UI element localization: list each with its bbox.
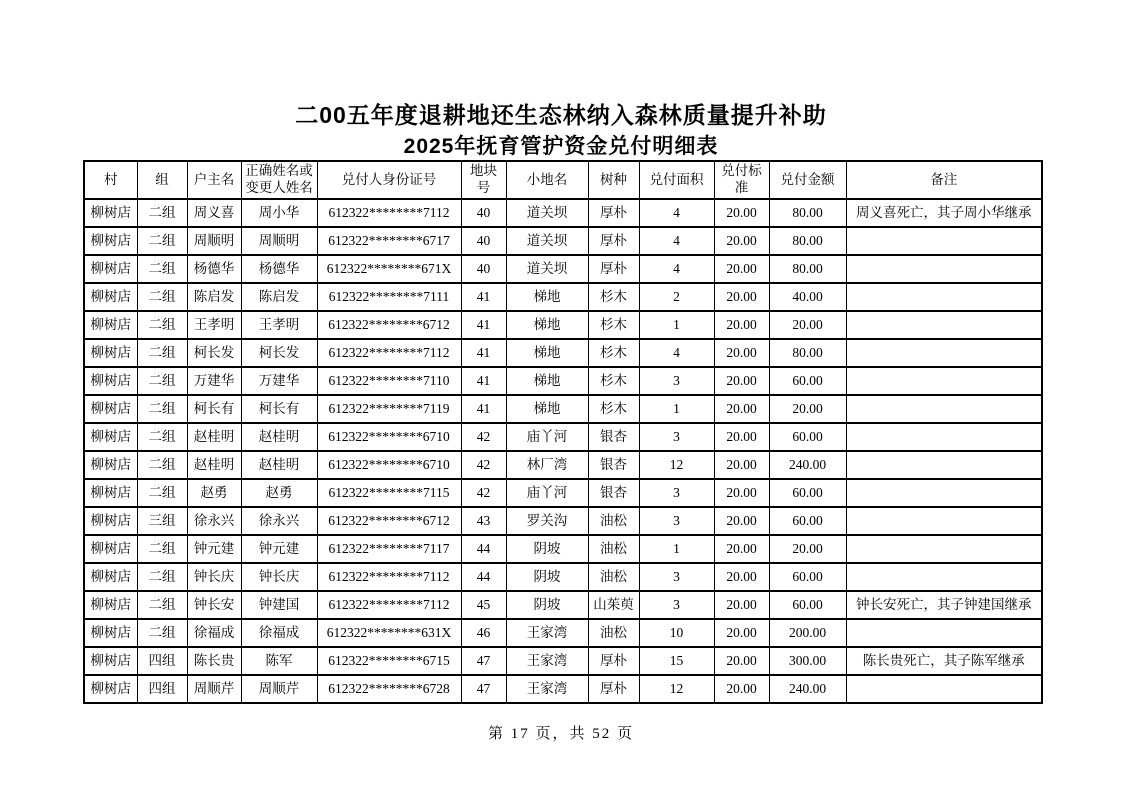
table-cell: 厚朴 xyxy=(588,255,639,283)
table-cell: 42 xyxy=(461,451,506,479)
table-cell: 12 xyxy=(639,675,714,703)
document-title xyxy=(0,101,1122,161)
table-cell: 20.00 xyxy=(714,479,769,507)
table-cell: 47 xyxy=(461,675,506,703)
table-cell: 钟长庆 xyxy=(187,563,241,591)
table-row xyxy=(84,479,1042,507)
table-cell: 46 xyxy=(461,619,506,647)
table-cell: 4 xyxy=(639,199,714,227)
table-cell: 赵桂明 xyxy=(241,423,317,451)
payment-detail-table xyxy=(83,160,1043,704)
table-row xyxy=(84,535,1042,563)
table-cell: 梯地 xyxy=(506,395,588,423)
table-cell: 徐永兴 xyxy=(187,507,241,535)
table-cell: 赵勇 xyxy=(241,479,317,507)
table-cell: 陈长贵死亡，其子陈军继承 xyxy=(846,647,1042,675)
table-cell: 王家湾 xyxy=(506,675,588,703)
table-cell: 612322********7119 xyxy=(317,395,461,423)
table-cell xyxy=(846,423,1042,451)
table-cell: 柳树店 xyxy=(84,423,137,451)
table-cell: 二组 xyxy=(137,227,187,255)
table-cell: 二组 xyxy=(137,283,187,311)
table-cell: 罗关沟 xyxy=(506,507,588,535)
table-cell: 20.00 xyxy=(714,311,769,339)
table-cell: 柳树店 xyxy=(84,367,137,395)
table-cell: 612322********7112 xyxy=(317,339,461,367)
table-row xyxy=(84,451,1042,479)
table-cell: 柳树店 xyxy=(84,339,137,367)
table-cell: 周顺芹 xyxy=(187,675,241,703)
table-cell: 厚朴 xyxy=(588,227,639,255)
table-cell: 20.00 xyxy=(714,563,769,591)
table-cell: 赵桂明 xyxy=(187,423,241,451)
title-line-2: 2025年抚育管护资金兑付明细表 xyxy=(403,135,719,158)
table-cell: 4 xyxy=(639,255,714,283)
table-cell: 1 xyxy=(639,395,714,423)
table-cell: 20.00 xyxy=(714,283,769,311)
table-cell: 20.00 xyxy=(714,339,769,367)
table-cell: 厚朴 xyxy=(588,675,639,703)
table-cell: 3 xyxy=(639,563,714,591)
table-cell: 柳树店 xyxy=(84,563,137,591)
table-cell: 柯长有 xyxy=(187,395,241,423)
table-cell: 徐福成 xyxy=(241,619,317,647)
table-cell: 20.00 xyxy=(714,619,769,647)
table-cell: 油松 xyxy=(588,535,639,563)
table-cell: 1 xyxy=(639,311,714,339)
table-cell: 612322********7111 xyxy=(317,283,461,311)
table-cell: 4 xyxy=(639,227,714,255)
table-cell: 二组 xyxy=(137,619,187,647)
table-cell: 3 xyxy=(639,591,714,619)
table-cell xyxy=(846,339,1042,367)
table-cell: 陈长贵 xyxy=(187,647,241,675)
table-row xyxy=(84,339,1042,367)
table-cell: 徐福成 xyxy=(187,619,241,647)
table-cell: 油松 xyxy=(588,619,639,647)
table-cell: 44 xyxy=(461,563,506,591)
table-cell: 60.00 xyxy=(769,507,846,535)
table-cell: 林厂湾 xyxy=(506,451,588,479)
table-cell: 庙丫河 xyxy=(506,423,588,451)
header-payment-area: 兑付面积 xyxy=(639,161,714,199)
table-cell: 王孝明 xyxy=(241,311,317,339)
table-cell xyxy=(846,451,1042,479)
table-cell: 银杏 xyxy=(588,451,639,479)
header-id-number: 兑付人身份证号 xyxy=(317,161,461,199)
table-cell: 二组 xyxy=(137,367,187,395)
table-cell: 612322********6710 xyxy=(317,451,461,479)
table-cell: 20.00 xyxy=(714,367,769,395)
table-row xyxy=(84,255,1042,283)
table-cell: 周义喜 xyxy=(187,199,241,227)
table-cell: 二组 xyxy=(137,535,187,563)
table-cell: 612322********6728 xyxy=(317,675,461,703)
table-cell: 42 xyxy=(461,479,506,507)
table-cell: 道关坝 xyxy=(506,227,588,255)
table-cell: 3 xyxy=(639,507,714,535)
table-cell: 1 xyxy=(639,535,714,563)
table-body xyxy=(84,199,1042,703)
table-cell xyxy=(846,255,1042,283)
table-cell: 王家湾 xyxy=(506,647,588,675)
table-row xyxy=(84,311,1042,339)
table-cell: 山茱萸 xyxy=(588,591,639,619)
table-cell: 道关坝 xyxy=(506,255,588,283)
table-cell: 二组 xyxy=(137,339,187,367)
table-row xyxy=(84,507,1042,535)
table-cell: 杉木 xyxy=(588,311,639,339)
table-cell: 612322********631X xyxy=(317,619,461,647)
table-cell: 赵桂明 xyxy=(187,451,241,479)
table-cell: 三组 xyxy=(137,507,187,535)
table-cell xyxy=(846,619,1042,647)
table-cell: 柳树店 xyxy=(84,451,137,479)
table-cell: 80.00 xyxy=(769,227,846,255)
table-cell: 柳树店 xyxy=(84,255,137,283)
table-cell: 二组 xyxy=(137,451,187,479)
table-cell: 40 xyxy=(461,227,506,255)
table-cell: 612322********7117 xyxy=(317,535,461,563)
table-row xyxy=(84,619,1042,647)
table-cell: 20.00 xyxy=(714,255,769,283)
table-cell xyxy=(846,367,1042,395)
table-cell: 柯长发 xyxy=(241,339,317,367)
table-cell: 45 xyxy=(461,591,506,619)
table-cell: 王家湾 xyxy=(506,619,588,647)
table-cell: 20.00 xyxy=(714,451,769,479)
title-line-1: 二00五年度退耕地还生态林纳入森林质量提升补助 xyxy=(295,102,827,128)
table-cell: 612322********7112 xyxy=(317,563,461,591)
table-cell: 柳树店 xyxy=(84,535,137,563)
table-cell: 20.00 xyxy=(714,675,769,703)
table-cell xyxy=(846,311,1042,339)
table-cell: 柯长发 xyxy=(187,339,241,367)
table-cell xyxy=(846,563,1042,591)
table-cell: 陈军 xyxy=(241,647,317,675)
table-cell: 41 xyxy=(461,395,506,423)
table-cell: 47 xyxy=(461,647,506,675)
table-cell xyxy=(846,395,1042,423)
header-payment-amount: 兑付金额 xyxy=(769,161,846,199)
table-cell: 陈启发 xyxy=(187,283,241,311)
table-cell: 612322********6710 xyxy=(317,423,461,451)
table-cell: 20.00 xyxy=(714,423,769,451)
header-plot-number: 地块号 xyxy=(461,161,506,199)
table-cell: 庙丫河 xyxy=(506,479,588,507)
header-householder: 户主名 xyxy=(187,161,241,199)
table-row xyxy=(84,283,1042,311)
header-remarks: 备注 xyxy=(846,161,1042,199)
table-cell: 钟长庆 xyxy=(241,563,317,591)
table-cell: 阴坡 xyxy=(506,591,588,619)
table-cell: 二组 xyxy=(137,591,187,619)
table-cell: 612322********6712 xyxy=(317,507,461,535)
table-cell: 20.00 xyxy=(714,199,769,227)
table-cell: 20.00 xyxy=(769,535,846,563)
header-corrected-name: 正确姓名或变更人姓名 xyxy=(241,161,317,199)
table-cell: 钟元建 xyxy=(241,535,317,563)
table-cell: 20.00 xyxy=(714,395,769,423)
table-cell: 二组 xyxy=(137,479,187,507)
table-cell: 40.00 xyxy=(769,283,846,311)
table-cell: 42 xyxy=(461,423,506,451)
table-cell xyxy=(846,479,1042,507)
table-cell: 二组 xyxy=(137,255,187,283)
table-cell: 20.00 xyxy=(769,395,846,423)
table-cell: 300.00 xyxy=(769,647,846,675)
table-cell: 612322********7115 xyxy=(317,479,461,507)
table-cell: 12 xyxy=(639,451,714,479)
table-cell: 厚朴 xyxy=(588,199,639,227)
table-cell: 200.00 xyxy=(769,619,846,647)
table-cell: 柳树店 xyxy=(84,199,137,227)
table-cell: 柳树店 xyxy=(84,619,137,647)
table-row xyxy=(84,675,1042,703)
table-cell: 20.00 xyxy=(714,227,769,255)
table-cell: 80.00 xyxy=(769,339,846,367)
table-cell: 44 xyxy=(461,535,506,563)
table-cell: 40 xyxy=(461,199,506,227)
table-row xyxy=(84,647,1042,675)
table-cell: 钟长安死亡，其子钟建国继承 xyxy=(846,591,1042,619)
table-cell: 杨德华 xyxy=(187,255,241,283)
table-cell: 15 xyxy=(639,647,714,675)
table-cell xyxy=(846,227,1042,255)
table-cell: 41 xyxy=(461,339,506,367)
table-cell: 二组 xyxy=(137,311,187,339)
table-cell: 梯地 xyxy=(506,311,588,339)
table-cell: 钟建国 xyxy=(241,591,317,619)
table-cell: 41 xyxy=(461,283,506,311)
table-cell: 612322********6712 xyxy=(317,311,461,339)
header-place-name: 小地名 xyxy=(506,161,588,199)
header-payment-standard: 兑付标准 xyxy=(714,161,769,199)
table-cell: 3 xyxy=(639,367,714,395)
table-row xyxy=(84,395,1042,423)
table-cell: 43 xyxy=(461,507,506,535)
table-cell: 万建华 xyxy=(187,367,241,395)
table-cell: 万建华 xyxy=(241,367,317,395)
header-tree-species: 树种 xyxy=(588,161,639,199)
table-cell: 柳树店 xyxy=(84,647,137,675)
table-row xyxy=(84,423,1042,451)
table-cell: 柳树店 xyxy=(84,675,137,703)
table-cell: 二组 xyxy=(137,199,187,227)
table-cell: 240.00 xyxy=(769,675,846,703)
table-cell: 612322********6715 xyxy=(317,647,461,675)
header-group: 组 xyxy=(137,161,187,199)
table-cell: 20.00 xyxy=(769,311,846,339)
table-cell: 梯地 xyxy=(506,283,588,311)
table-cell: 60.00 xyxy=(769,563,846,591)
table-cell: 二组 xyxy=(137,563,187,591)
table-cell: 二组 xyxy=(137,395,187,423)
table-cell: 杉木 xyxy=(588,339,639,367)
table-cell: 60.00 xyxy=(769,591,846,619)
table-cell: 二组 xyxy=(137,423,187,451)
table-cell: 徐永兴 xyxy=(241,507,317,535)
table-cell: 20.00 xyxy=(714,535,769,563)
table-cell: 梯地 xyxy=(506,339,588,367)
table-cell: 油松 xyxy=(588,563,639,591)
table-row xyxy=(84,367,1042,395)
table-cell: 20.00 xyxy=(714,507,769,535)
table-cell: 周义喜死亡，其子周小华继承 xyxy=(846,199,1042,227)
table-cell: 612322********7112 xyxy=(317,591,461,619)
table-cell: 2 xyxy=(639,283,714,311)
table-cell: 柳树店 xyxy=(84,395,137,423)
table-cell: 杉木 xyxy=(588,283,639,311)
table-header-row xyxy=(84,161,1042,199)
table-cell: 周顺明 xyxy=(241,227,317,255)
table-cell: 柳树店 xyxy=(84,507,137,535)
table-cell: 612322********6717 xyxy=(317,227,461,255)
table-cell: 赵勇 xyxy=(187,479,241,507)
table-cell: 60.00 xyxy=(769,367,846,395)
table-cell: 60.00 xyxy=(769,479,846,507)
table-cell: 阴坡 xyxy=(506,563,588,591)
table-cell: 周顺芹 xyxy=(241,675,317,703)
table-cell: 41 xyxy=(461,311,506,339)
table-cell: 油松 xyxy=(588,507,639,535)
header-village: 村 xyxy=(84,161,137,199)
table-cell: 41 xyxy=(461,367,506,395)
table-cell xyxy=(846,535,1042,563)
table-cell: 四组 xyxy=(137,675,187,703)
table-cell: 柯长有 xyxy=(241,395,317,423)
table-cell: 3 xyxy=(639,423,714,451)
table-cell: 80.00 xyxy=(769,255,846,283)
table-cell: 柳树店 xyxy=(84,311,137,339)
table-cell: 道关坝 xyxy=(506,199,588,227)
table-cell: 周顺明 xyxy=(187,227,241,255)
table-cell: 钟长安 xyxy=(187,591,241,619)
table-cell: 80.00 xyxy=(769,199,846,227)
table-cell: 阴坡 xyxy=(506,535,588,563)
page-footer: 第 17 页，共 52 页 xyxy=(487,726,634,742)
table-cell: 陈启发 xyxy=(241,283,317,311)
table-cell: 4 xyxy=(639,339,714,367)
table-row xyxy=(84,591,1042,619)
table-cell: 赵桂明 xyxy=(241,451,317,479)
table-cell: 杨德华 xyxy=(241,255,317,283)
table-cell: 梯地 xyxy=(506,367,588,395)
table-cell: 柳树店 xyxy=(84,479,137,507)
table-cell xyxy=(846,507,1042,535)
table-cell: 四组 xyxy=(137,647,187,675)
table-cell: 612322********7110 xyxy=(317,367,461,395)
table-cell: 厚朴 xyxy=(588,647,639,675)
table-cell: 20.00 xyxy=(714,591,769,619)
table-cell: 银杏 xyxy=(588,479,639,507)
table-cell: 王孝明 xyxy=(187,311,241,339)
table-cell: 3 xyxy=(639,479,714,507)
table-cell: 20.00 xyxy=(714,647,769,675)
table-cell xyxy=(846,283,1042,311)
table-cell: 612322********671X xyxy=(317,255,461,283)
table-cell: 40 xyxy=(461,255,506,283)
table-row xyxy=(84,227,1042,255)
table-cell: 612322********7112 xyxy=(317,199,461,227)
table-cell: 240.00 xyxy=(769,451,846,479)
table-cell: 周小华 xyxy=(241,199,317,227)
table-cell: 钟元建 xyxy=(187,535,241,563)
table-cell: 10 xyxy=(639,619,714,647)
table-cell: 柳树店 xyxy=(84,591,137,619)
table-row xyxy=(84,199,1042,227)
table-cell: 银杏 xyxy=(588,423,639,451)
table-cell: 柳树店 xyxy=(84,227,137,255)
table-row xyxy=(84,563,1042,591)
table-cell: 60.00 xyxy=(769,423,846,451)
table-cell: 柳树店 xyxy=(84,283,137,311)
table-cell: 杉木 xyxy=(588,395,639,423)
table-cell: 杉木 xyxy=(588,367,639,395)
table-cell xyxy=(846,675,1042,703)
